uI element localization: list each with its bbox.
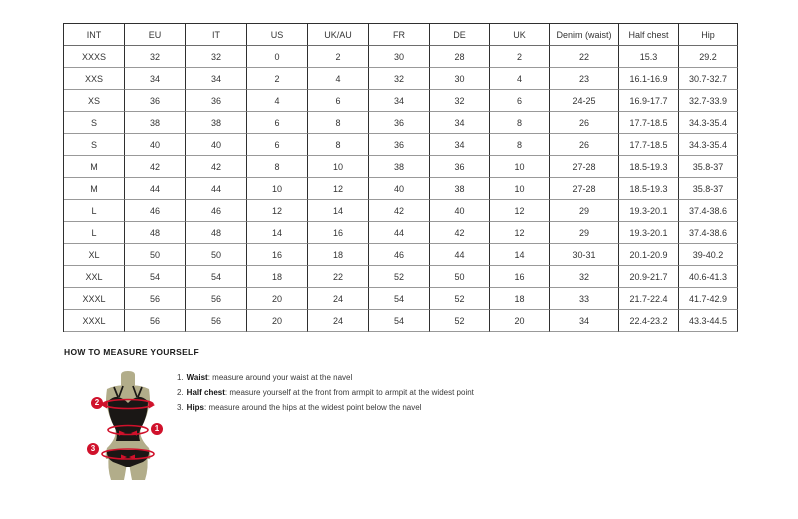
size-value-cell: 54 <box>186 266 247 288</box>
size-value-cell: 16 <box>490 266 550 288</box>
size-value-cell: 18.5-19.3 <box>619 156 679 178</box>
size-value-cell: 32 <box>186 46 247 68</box>
size-label-cell: S <box>64 134 125 156</box>
measure-step-half-chest <box>177 385 474 400</box>
size-value-cell: 16.9-17.7 <box>619 90 679 112</box>
step-text: : measure around the hips at the widest point below the navel <box>204 403 422 412</box>
size-value-cell: 10 <box>308 156 369 178</box>
size-value-cell: 30-31 <box>550 244 619 266</box>
size-value-cell: 16 <box>308 222 369 244</box>
size-value-cell: 14 <box>308 200 369 222</box>
size-value-cell: 42 <box>186 156 247 178</box>
size-value-cell: 16 <box>247 244 308 266</box>
step-label: Waist <box>186 373 208 382</box>
size-value-cell: 36 <box>369 112 430 134</box>
size-value-cell: 40.6-41.3 <box>679 266 738 288</box>
column-header: Half chest <box>619 24 679 46</box>
size-value-cell: 32 <box>550 266 619 288</box>
size-value-cell: 48 <box>186 222 247 244</box>
size-chart-table <box>63 23 738 332</box>
size-value-cell: 43.3-44.5 <box>679 310 738 332</box>
size-value-cell: 38 <box>125 112 186 134</box>
size-value-cell: 22.4-23.2 <box>619 310 679 332</box>
mannequin-figure <box>90 370 162 482</box>
size-value-cell: 23 <box>550 68 619 90</box>
size-value-cell: 36 <box>430 156 490 178</box>
size-value-cell: 10 <box>490 156 550 178</box>
size-value-cell: 18 <box>490 288 550 310</box>
table-row <box>64 112 738 134</box>
size-value-cell: 20.1-20.9 <box>619 244 679 266</box>
size-value-cell: 19.3-20.1 <box>619 200 679 222</box>
size-value-cell: 34 <box>125 68 186 90</box>
table-row <box>64 200 738 222</box>
size-label-cell: XXXL <box>64 310 125 332</box>
size-value-cell: 54 <box>125 266 186 288</box>
size-value-cell: 8 <box>490 134 550 156</box>
size-value-cell: 54 <box>369 310 430 332</box>
size-label-cell: M <box>64 178 125 200</box>
size-value-cell: 27-28 <box>550 178 619 200</box>
size-value-cell: 12 <box>247 200 308 222</box>
size-value-cell: 38 <box>186 112 247 134</box>
size-value-cell: 36 <box>369 134 430 156</box>
size-value-cell: 34 <box>550 310 619 332</box>
size-value-cell: 37.4-38.6 <box>679 222 738 244</box>
column-header: EU <box>125 24 186 46</box>
size-value-cell: 36 <box>125 90 186 112</box>
size-label-cell: S <box>64 112 125 134</box>
size-label-cell: XL <box>64 244 125 266</box>
size-value-cell: 48 <box>125 222 186 244</box>
column-header: DE <box>430 24 490 46</box>
size-value-cell: 2 <box>308 46 369 68</box>
measure-section-heading: HOW TO MEASURE YOURSELF <box>64 347 200 357</box>
size-value-cell: 56 <box>125 310 186 332</box>
column-header: US <box>247 24 308 46</box>
size-value-cell: 8 <box>490 112 550 134</box>
size-value-cell: 14 <box>490 244 550 266</box>
size-value-cell: 32.7-33.9 <box>679 90 738 112</box>
size-value-cell: 22 <box>308 266 369 288</box>
size-value-cell: 29 <box>550 200 619 222</box>
step-number: 2. <box>177 388 184 397</box>
waist-measure-badge: 1 <box>151 423 163 435</box>
table-row <box>64 46 738 68</box>
size-value-cell: 10 <box>490 178 550 200</box>
size-label-cell: M <box>64 156 125 178</box>
size-value-cell: 30 <box>369 46 430 68</box>
size-value-cell: 34.3-35.4 <box>679 134 738 156</box>
size-value-cell: 6 <box>308 90 369 112</box>
size-value-cell: 56 <box>125 288 186 310</box>
size-value-cell: 35.8-37 <box>679 156 738 178</box>
measure-instructions <box>177 370 474 415</box>
measure-step-waist <box>177 370 474 385</box>
size-value-cell: 46 <box>186 200 247 222</box>
size-value-cell: 42 <box>369 200 430 222</box>
size-value-cell: 6 <box>247 134 308 156</box>
size-value-cell: 46 <box>125 200 186 222</box>
table-row <box>64 68 738 90</box>
size-table-header-row <box>64 24 738 46</box>
size-value-cell: 20 <box>247 288 308 310</box>
size-value-cell: 54 <box>369 288 430 310</box>
column-header: INT <box>64 24 125 46</box>
size-value-cell: 56 <box>186 310 247 332</box>
column-header: IT <box>186 24 247 46</box>
table-row <box>64 156 738 178</box>
size-value-cell: 46 <box>369 244 430 266</box>
size-value-cell: 33 <box>550 288 619 310</box>
size-value-cell: 24-25 <box>550 90 619 112</box>
measure-step-hips <box>177 400 474 415</box>
size-value-cell: 36 <box>186 90 247 112</box>
size-value-cell: 50 <box>125 244 186 266</box>
column-header: Hip <box>679 24 738 46</box>
size-label-cell: XS <box>64 90 125 112</box>
size-value-cell: 20 <box>490 310 550 332</box>
hips-measure-badge: 3 <box>87 443 99 455</box>
size-value-cell: 28 <box>430 46 490 68</box>
size-value-cell: 50 <box>186 244 247 266</box>
size-label-cell: XXL <box>64 266 125 288</box>
size-value-cell: 35.8-37 <box>679 178 738 200</box>
size-value-cell: 26 <box>550 112 619 134</box>
size-value-cell: 32 <box>430 90 490 112</box>
size-value-cell: 40 <box>369 178 430 200</box>
size-value-cell: 41.7-42.9 <box>679 288 738 310</box>
size-value-cell: 32 <box>369 68 430 90</box>
size-value-cell: 39-40.2 <box>679 244 738 266</box>
table-row <box>64 134 738 156</box>
step-number: 3. <box>177 403 184 412</box>
column-header: UK <box>490 24 550 46</box>
size-value-cell: 44 <box>186 178 247 200</box>
size-value-cell: 21.7-22.4 <box>619 288 679 310</box>
size-value-cell: 18 <box>308 244 369 266</box>
size-value-cell: 12 <box>308 178 369 200</box>
step-label: Hips <box>186 403 205 412</box>
size-value-cell: 38 <box>369 156 430 178</box>
size-value-cell: 27-28 <box>550 156 619 178</box>
chest-measure-badge: 2 <box>91 397 103 409</box>
size-value-cell: 32 <box>125 46 186 68</box>
size-value-cell: 24 <box>308 288 369 310</box>
size-value-cell: 14 <box>247 222 308 244</box>
size-value-cell: 50 <box>430 266 490 288</box>
size-value-cell: 34 <box>369 90 430 112</box>
size-value-cell: 40 <box>430 200 490 222</box>
size-label-cell: XXS <box>64 68 125 90</box>
size-value-cell: 4 <box>308 68 369 90</box>
size-label-cell: XXXS <box>64 46 125 68</box>
size-value-cell: 6 <box>247 112 308 134</box>
size-value-cell: 18 <box>247 266 308 288</box>
size-value-cell: 30 <box>430 68 490 90</box>
size-value-cell: 0 <box>247 46 308 68</box>
size-value-cell: 17.7-18.5 <box>619 134 679 156</box>
size-value-cell: 44 <box>369 222 430 244</box>
size-value-cell: 10 <box>247 178 308 200</box>
step-text: : measure around your waist at the navel <box>207 373 353 382</box>
table-row <box>64 178 738 200</box>
size-value-cell: 19.3-20.1 <box>619 222 679 244</box>
table-row <box>64 90 738 112</box>
table-row <box>64 244 738 266</box>
size-value-cell: 42 <box>430 222 490 244</box>
size-value-cell: 8 <box>308 134 369 156</box>
size-value-cell: 44 <box>125 178 186 200</box>
size-value-cell: 8 <box>308 112 369 134</box>
size-value-cell: 56 <box>186 288 247 310</box>
table-row <box>64 310 738 332</box>
size-value-cell: 42 <box>125 156 186 178</box>
size-value-cell: 34 <box>186 68 247 90</box>
size-value-cell: 15.3 <box>619 46 679 68</box>
size-value-cell: 20.9-21.7 <box>619 266 679 288</box>
column-header: FR <box>369 24 430 46</box>
size-value-cell: 12 <box>490 200 550 222</box>
size-label-cell: L <box>64 222 125 244</box>
size-value-cell: 4 <box>247 90 308 112</box>
column-header: UK/AU <box>308 24 369 46</box>
size-value-cell: 52 <box>430 310 490 332</box>
size-value-cell: 34 <box>430 112 490 134</box>
size-value-cell: 29.2 <box>679 46 738 68</box>
step-label: Half chest <box>186 388 225 397</box>
size-value-cell: 2 <box>490 46 550 68</box>
size-value-cell: 12 <box>490 222 550 244</box>
size-label-cell: XXXL <box>64 288 125 310</box>
size-value-cell: 6 <box>490 90 550 112</box>
size-value-cell: 2 <box>247 68 308 90</box>
table-row <box>64 266 738 288</box>
size-value-cell: 20 <box>247 310 308 332</box>
step-number: 1. <box>177 373 184 382</box>
size-value-cell: 34.3-35.4 <box>679 112 738 134</box>
size-label-cell: L <box>64 200 125 222</box>
size-value-cell: 44 <box>430 244 490 266</box>
size-value-cell: 4 <box>490 68 550 90</box>
size-value-cell: 37.4-38.6 <box>679 200 738 222</box>
column-header: Denim (waist) <box>550 24 619 46</box>
size-value-cell: 40 <box>186 134 247 156</box>
size-value-cell: 30.7-32.7 <box>679 68 738 90</box>
size-value-cell: 17.7-18.5 <box>619 112 679 134</box>
size-value-cell: 40 <box>125 134 186 156</box>
table-row <box>64 222 738 244</box>
size-value-cell: 52 <box>369 266 430 288</box>
size-value-cell: 34 <box>430 134 490 156</box>
size-value-cell: 8 <box>247 156 308 178</box>
size-value-cell: 38 <box>430 178 490 200</box>
size-value-cell: 29 <box>550 222 619 244</box>
size-value-cell: 22 <box>550 46 619 68</box>
size-value-cell: 52 <box>430 288 490 310</box>
size-value-cell: 24 <box>308 310 369 332</box>
table-row <box>64 288 738 310</box>
size-value-cell: 16.1-16.9 <box>619 68 679 90</box>
size-value-cell: 18.5-19.3 <box>619 178 679 200</box>
step-text: : measure yourself at the front from armpit to armpit at the widest point <box>224 388 474 397</box>
size-table-body <box>64 46 738 332</box>
size-value-cell: 26 <box>550 134 619 156</box>
